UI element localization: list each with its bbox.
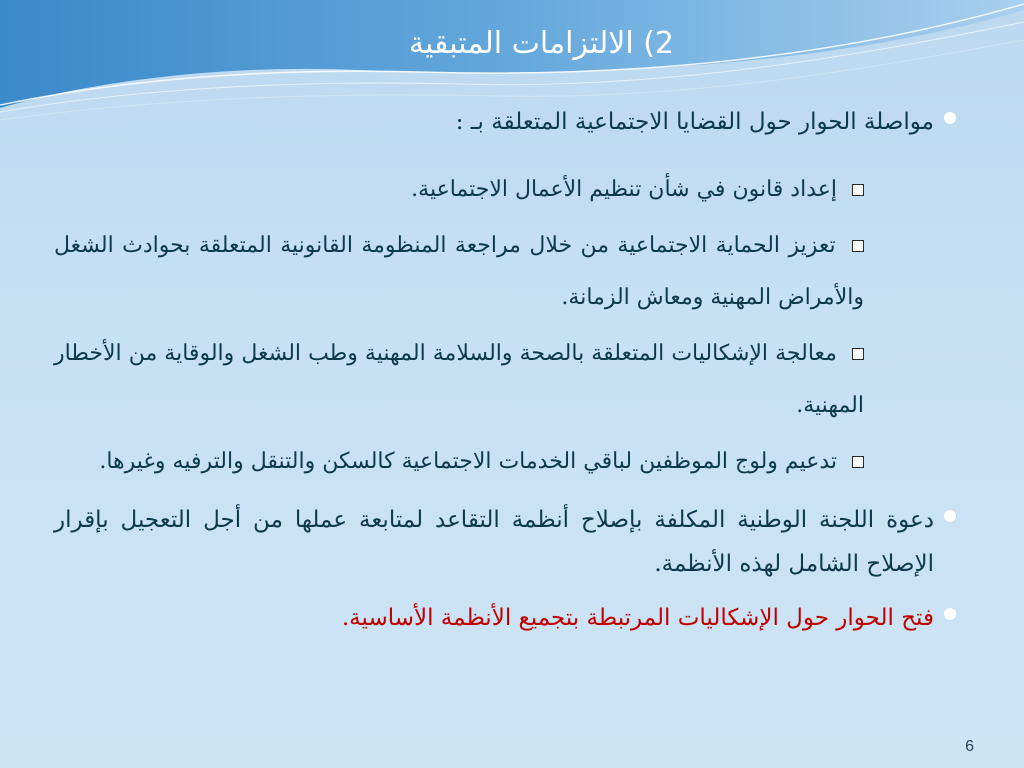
square-bullet-icon [852, 456, 864, 468]
sub-bullet-item [54, 220, 864, 324]
square-bullet-icon [852, 348, 864, 360]
sub-bullet-item [54, 328, 864, 432]
bullet-dot-icon [944, 510, 956, 522]
bullet-item [54, 100, 934, 144]
sub-bullet-item [54, 164, 864, 216]
slide-title: 2) الالتزامات المتبقية [408, 26, 674, 61]
bullet-dot-icon [944, 112, 956, 124]
sub-bullet-text: تدعيم ولوج الموظفين لباقي الخدمات الاجتماعية كالسكن والتنقل والترفيه وغيرها. [99, 449, 837, 474]
page-number: 6 [965, 738, 974, 755]
bullet-item [54, 498, 934, 586]
bullet-text: فتح الحوار حول الإشكاليات المرتبطة بتجميع الأنظمة الأساسية. [341, 605, 934, 631]
bullet-text: دعوة اللجنة الوطنية المكلفة بإصلاح أنظمة التقاعد لمتابعة عملها من أجل التعجيل بإقرار الإصلاح الشامل لهذه الأنظمة. [54, 507, 934, 577]
bullet-dot-icon [944, 608, 956, 620]
sub-bullet-item [54, 436, 864, 488]
bullet-item [54, 596, 934, 640]
square-bullet-icon [852, 240, 864, 252]
bullet-text: مواصلة الحوار حول القضايا الاجتماعية المتعلقة بـ : [455, 109, 934, 135]
sub-bullet-text: معالجة الإشكاليات المتعلقة بالصحة والسلامة المهنية وطب الشغل والوقاية من الأخطار المهنية. [54, 341, 864, 418]
sub-bullet-text: تعزيز الحماية الاجتماعية من خلال مراجعة المنظومة القانونية المتعلقة بحوادث الشغل والأمراض المهنية ومعاش الزمانة. [54, 233, 864, 310]
sub-bullet-text: إعداد قانون في شأن تنظيم الأعمال الاجتماعية. [411, 177, 837, 202]
square-bullet-icon [852, 184, 864, 196]
slide-content [54, 100, 934, 650]
sub-bullet-list [54, 164, 864, 488]
